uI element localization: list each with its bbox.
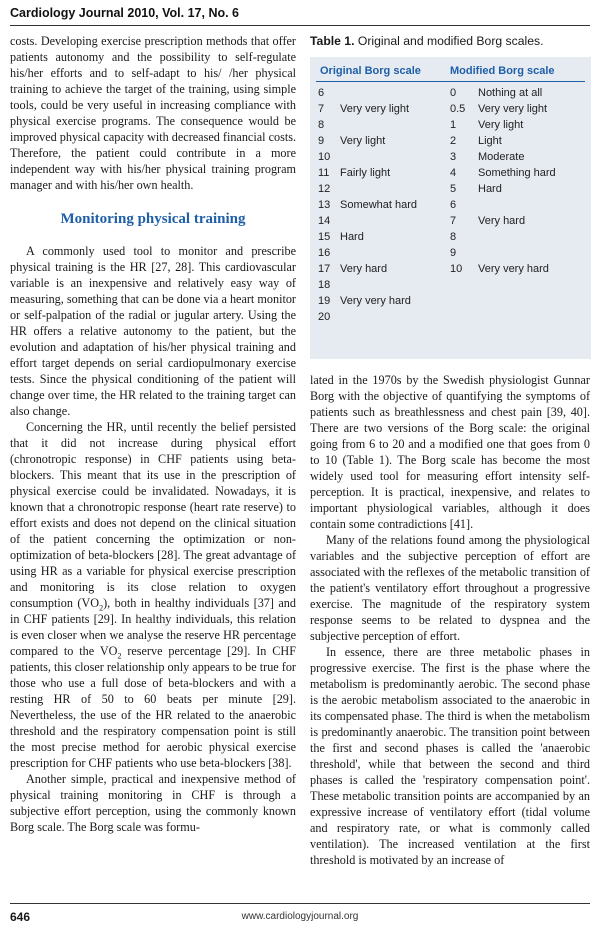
section-heading: Monitoring physical training [60,211,246,227]
paragraph: lated in the 1970s by the Swedish physiologist Gunnar Borg with the objective of quantifying the symptoms of patients such as breathlessness and chest pain [39, 40]. There are two versions of the Borg scale: the original going from 6 to 20 and a modified one that goes from 0 to 10 (Table 1). The Borg scale has become the most widely used tool for measuring effort intensity self-perception. It is practical, inexpensive, and relates to important physiological variables, although it does contain some contradictions [41]. [310,373,590,531]
modified-borg-descriptor: Very very light [478,103,548,115]
modified-borg-descriptor: Something hard [478,167,556,179]
original-borg-row [310,309,591,325]
paragraph: Another simple, practical and inexpensive method of physical training monitoring in CHF is through a subjective effort perception, using the commonly known Borg scale. The Borg scale was formu- [10,772,296,834]
original-borg-row [310,277,591,293]
modified-borg-row [310,101,591,117]
modified-borg-row [310,133,591,149]
running-head: Cardiology Journal 2010, Vol. 17, No. 6 [10,6,240,20]
original-borg-value: 15 [318,231,331,243]
left-column [10,33,296,835]
paragraph: A commonly used tool to monitor and prescribe physical training is the HR [27, 28]. This cardiovascular variable is an inexpensive and relatively easy way of measuring, something that can be done via a heart monitor or self-palpation of the radial or jugular artery. Using the HR offers a relative autonomy to the patient, but the evolution and adaptation of his/her physical training and effort target depends on serial cardiopulmonary exercise tests. Since the physical conditioning of the patient will change over time, the HR related to the training target can also change. [10,244,296,418]
table-header-modified: Modified Borg scale [450,65,555,77]
original-borg-value: 7 [318,103,325,115]
original-borg-value: 16 [318,247,331,259]
original-borg-descriptor: Very hard [340,263,388,275]
modified-borg-value: 4 [450,167,457,179]
modified-borg-row [310,165,591,181]
original-borg-value: 18 [318,279,331,291]
modified-borg-descriptor: Hard [478,183,502,195]
table-header-rule [316,81,585,82]
modified-borg-value: 0 [450,87,457,99]
modified-borg-value: 6 [450,199,457,211]
borg-scale-table [310,57,591,359]
header-rule [10,25,590,26]
modified-borg-row [310,213,591,229]
original-borg-descriptor: Somewhat hard [340,199,418,211]
original-borg-value: 10 [318,151,331,163]
text-run: Concerning the HR, until recently the belief persisted that it did not increase during physical effort (chronotropic response) in CHF patients using beta-blockers. This meant that its use in the prescription of physical exercise could be invalidated. Nowadays, it is known that a chronotropic response (heart rate reserve) to effort exists and does not depend on the clinical situation of the patient concerning the optimization or non-optimization of beta-blockers [28]. The great advantage of using HR as a variable for physical exercise prescription and monitoring is its close relation to oxygen consumption (VO [10,420,296,610]
modified-borg-value: 0.5 [450,103,466,115]
footer-url[interactable]: www.cardiologyjournal.org [241,911,359,922]
original-borg-descriptor: Hard [340,231,364,243]
modified-borg-row [310,149,591,165]
modified-borg-descriptor: Moderate [478,151,525,163]
original-borg-value: 20 [318,311,331,323]
modified-borg-value: 7 [450,215,457,227]
modified-borg-row [310,245,591,261]
text-run: ), both in healthy individuals [37] and in CHF patients [29]. In healthy individuals, this relation is even closer when we analyse the reserve HR percentage compared to the VO [10,596,296,658]
modified-borg-value: 1 [450,119,457,131]
table-caption-label: Table 1. [310,34,355,48]
modified-borg-row [310,117,591,133]
table-caption-text: Original and modified Borg scales. [357,34,544,48]
text-run: reserve percentage [29]. In CHF patients, this closer relationship only appears to be true for those who use a full dose of beta-blockers and with a resting HR of 50 to 60 beats per minute [29]. Nevertheless, the use of the HR related to the anaerobic threshold and the respiratory compensation point is still the most precise method for aerobic physical exercise prescription for CHF patients who use beta-blockers [38]. [10,644,296,770]
original-borg-value: 12 [318,183,331,195]
original-borg-value: 19 [318,295,331,307]
modified-borg-value: 5 [450,183,457,195]
modified-borg-descriptor: Very hard [478,215,526,227]
paragraph: costs. Developing exercise prescription methods that offer patients autonomy and the possibility to self-regulate his/her efforts and to self-adapt to his/ /her physical training to achieve the target of the training, using simple tools, could be very useful in increasing compliance with physical exercise programs. The consequence would be improved physical capacity with decreased financial costs. Therefore, the patient could contribute in a more independent way with his/her physical training program manager and with his/her own health. [10,34,296,192]
original-borg-descriptor: Fairly light [340,167,391,179]
subscript: 2 [99,603,104,613]
modified-borg-descriptor: Very very hard [478,263,549,275]
original-borg-value: 6 [318,87,325,99]
original-borg-row [310,293,591,309]
modified-borg-value: 3 [450,151,457,163]
original-borg-descriptor: Very very light [340,103,410,115]
right-column [310,372,590,868]
modified-borg-row [310,261,591,277]
paragraph [10,419,296,771]
page-number: 646 [10,910,31,924]
original-borg-value: 11 [318,167,330,179]
footer-rule [10,903,590,904]
modified-borg-row [310,181,591,197]
modified-borg-descriptor: Very light [478,119,524,131]
modified-borg-row [310,197,591,213]
paragraph: Many of the relations found among the physiological variables and the subjective perception of effort are associated with the reflexes of the metabolic transition of the patient's ventilatory effort throughout a progressive exercise. The magnitude of the respiratory system response seems to be related to dyspnea and the subjective perception of effort. [310,533,590,643]
original-borg-value: 17 [318,263,331,275]
modified-borg-value: 8 [450,231,457,243]
modified-borg-descriptor: Nothing at all [478,87,543,99]
original-borg-descriptor: Very light [340,135,386,147]
table-caption [310,34,590,48]
modified-borg-value: 10 [450,263,463,275]
original-borg-value: 8 [318,119,325,131]
table-header-original: Original Borg scale [320,65,421,77]
modified-borg-row [310,85,591,101]
original-borg-descriptor: Very very hard [340,295,411,307]
original-borg-value: 14 [318,215,331,227]
original-borg-value: 13 [318,199,331,211]
modified-borg-value: 2 [450,135,457,147]
modified-borg-row [310,229,591,245]
subscript: 2 [117,651,122,661]
modified-borg-descriptor: Light [478,135,502,147]
original-borg-value: 9 [318,135,325,147]
paragraph: In essence, there are three metabolic phases in progressive exercise. The first is the phase where the metabolism is predominantly aerobic. The second phase is the aerobic metabolism associated to the anaerobic in its compensated phase. The third is when the metabolism is predominantly anaerobic. The transition point between the first and second phases is called the 'anaerobic threshold', while that between the second and third phases is called the 'respiratory compensation point'. These metabolic transition points are accompanied by an expressive increase of ventilatory effort (tidal volume and respiratory rate, or what is commonly called ventilation). The increased ventilation at the first threshold is motivated by an increase of [310,645,590,867]
modified-borg-value: 9 [450,247,457,259]
